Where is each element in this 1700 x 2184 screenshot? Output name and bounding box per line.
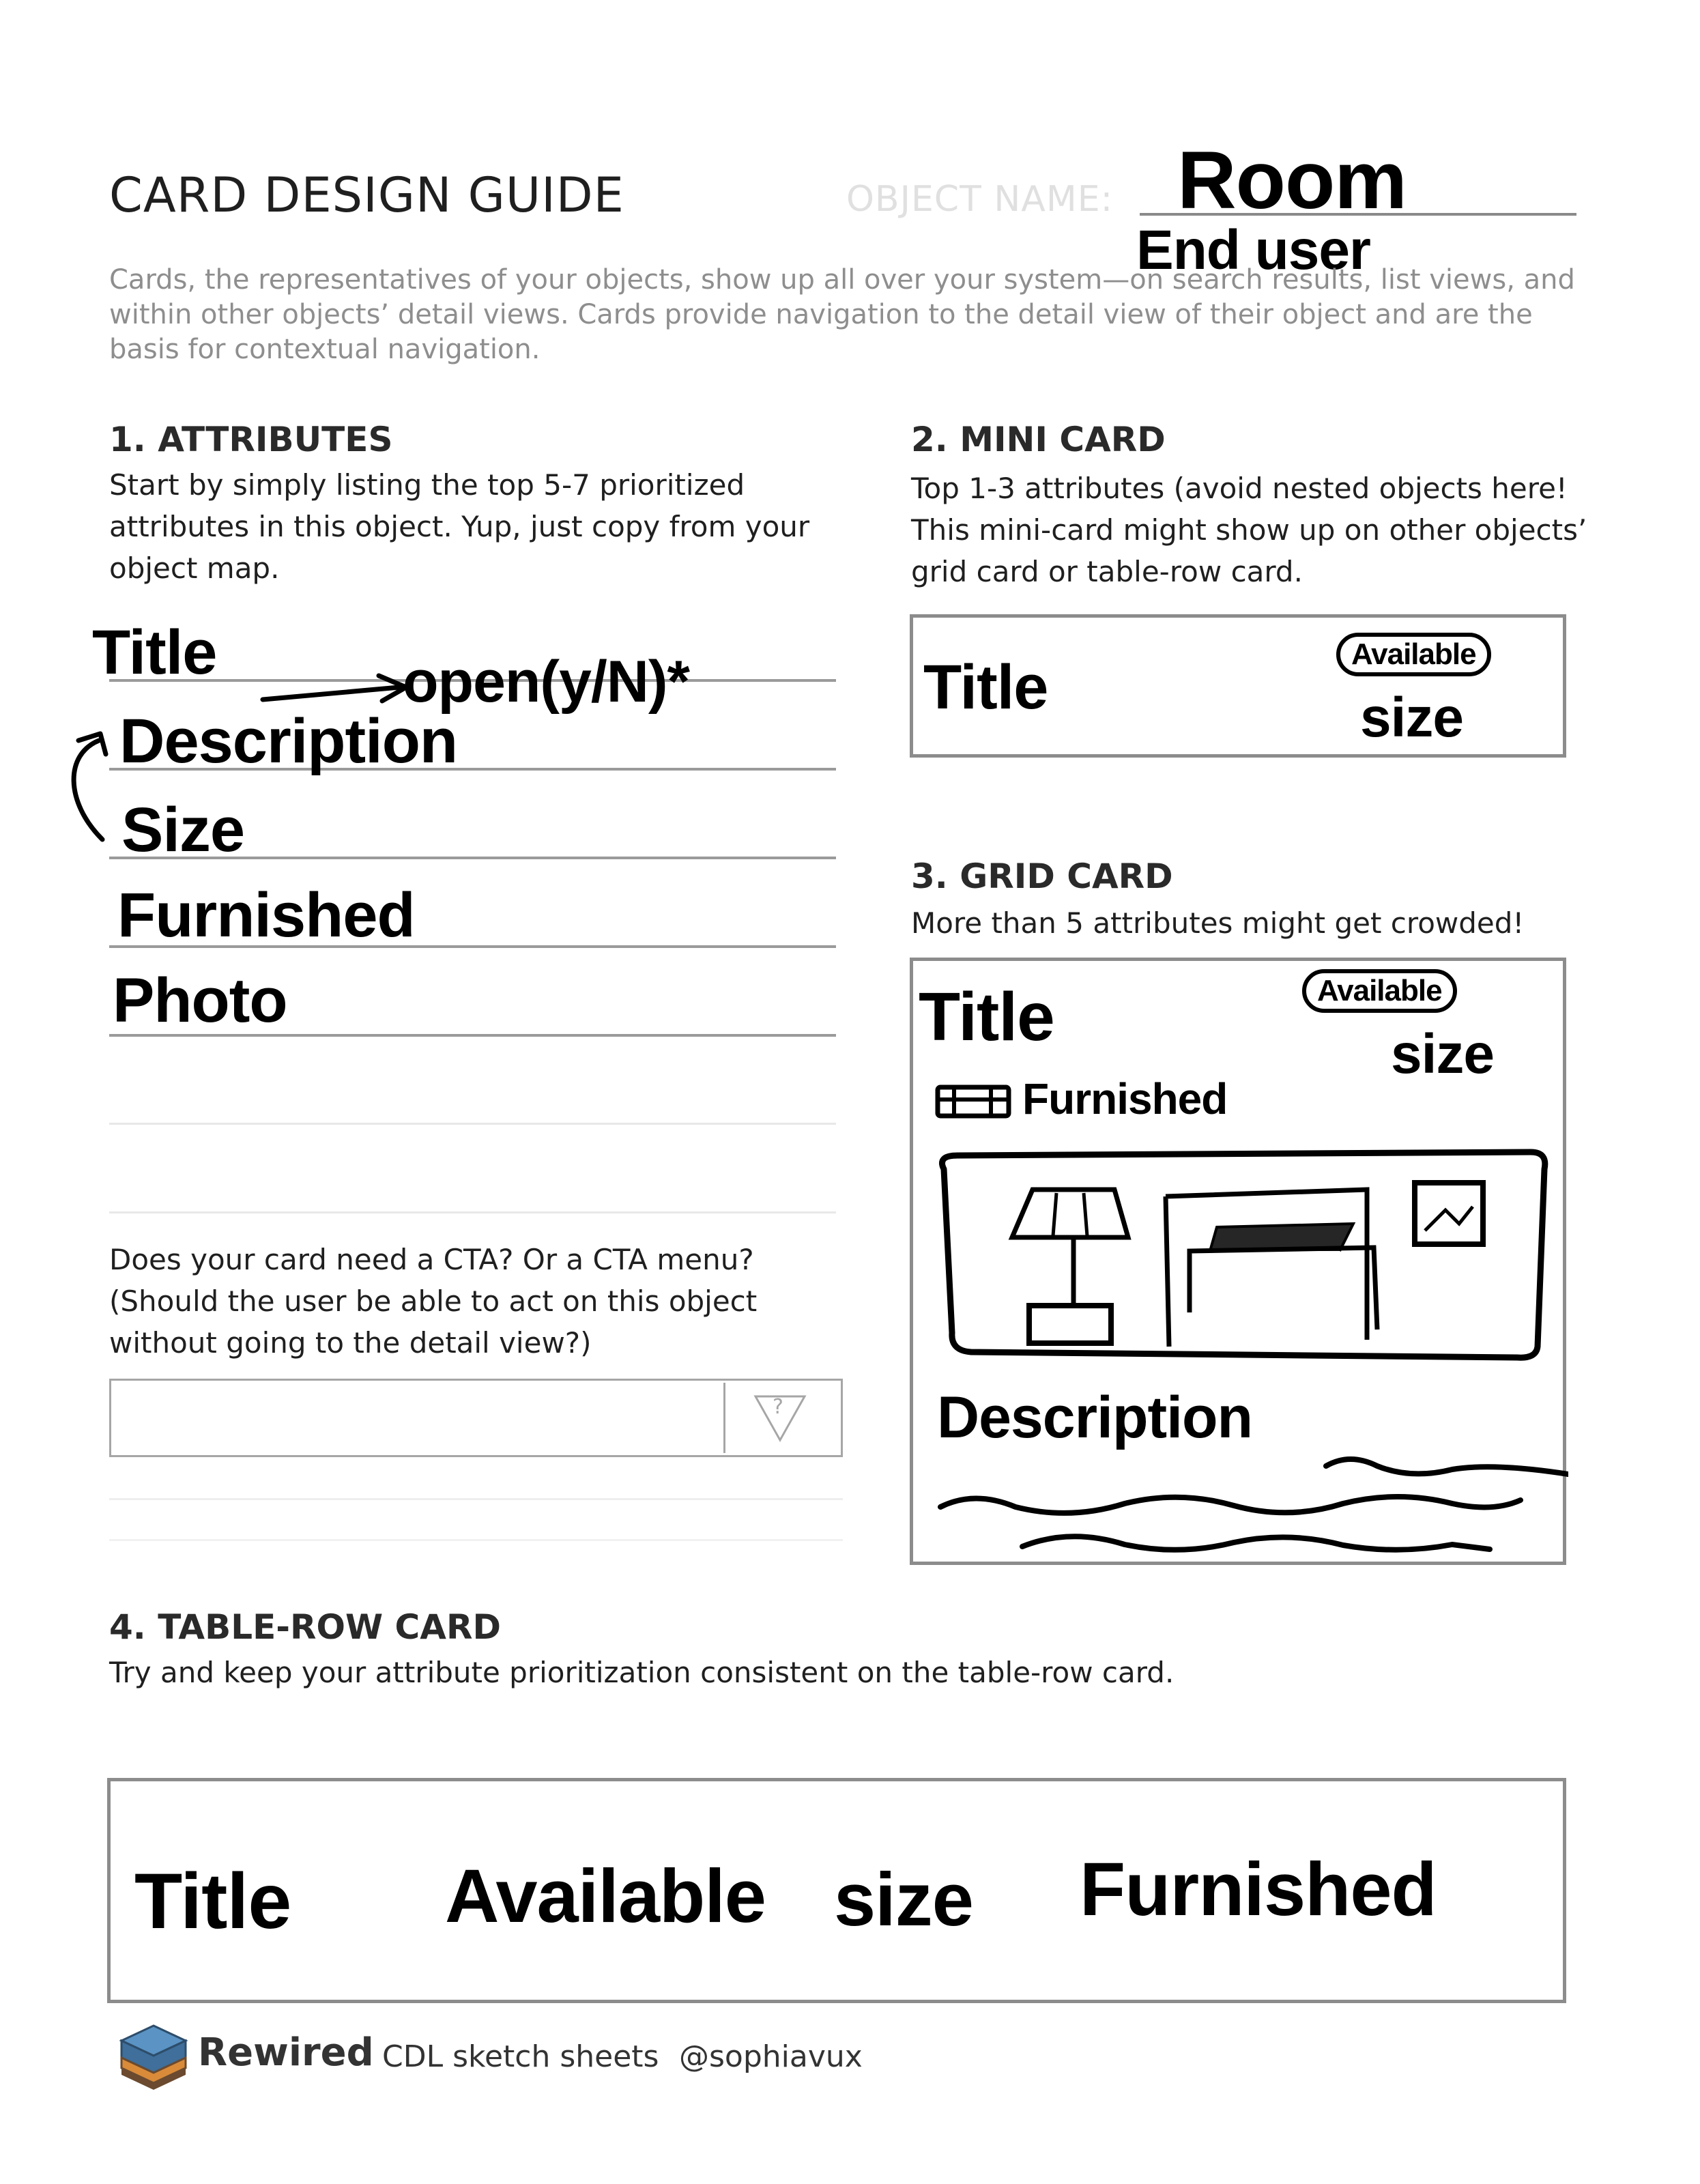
table-row-cell: size <box>834 1858 973 1942</box>
grid-card-title: Title <box>919 979 1054 1055</box>
cta-line <box>109 1498 843 1500</box>
rewired-logo-icon <box>116 2020 191 2095</box>
grid-card-description-label: Description <box>937 1385 1253 1450</box>
mini-card-size: size <box>1360 687 1463 749</box>
intro-text: Cards, the representatives of your objects, show up all over your system—on search results, list views, and within other objects’ detail views. Cards provide navigation to the detail view of their object and are the basis for contextual navigation. <box>109 264 1575 365</box>
attribute-line <box>109 1123 836 1125</box>
dropdown-glyph: ? <box>773 1395 783 1419</box>
object-name-value: Room <box>1177 134 1407 226</box>
object-name-note: End user <box>1136 219 1370 281</box>
table-row-heading: 4. TABLE-ROW CARD <box>109 1607 501 1647</box>
grid-card-furnished: Furnished <box>1022 1074 1228 1123</box>
table-row-cell: Available <box>445 1854 766 1938</box>
cta-line <box>109 1539 843 1541</box>
cta-dropdown[interactable] <box>109 1379 843 1457</box>
mini-card-description: Top 1-3 attributes (avoid nested objects here! This mini-card might show up on other objects’ grid card or table-row card. <box>911 472 1587 588</box>
attribute-item: Title <box>92 618 217 687</box>
mini-card-title: Title <box>923 652 1048 722</box>
room-sketch-icon <box>930 1142 1561 1367</box>
page-title: CARD DESIGN GUIDE <box>109 167 624 223</box>
attributes-heading: 1. ATTRIBUTES <box>109 420 393 459</box>
cta-dropdown-divider <box>723 1383 725 1453</box>
attributes-description: Start by simply listing the top 5-7 prioritized attributes in this object. Yup, just copy from your object map. <box>109 468 810 585</box>
footer-handle: @sophiavux <box>679 2039 863 2074</box>
grid-card-available-badge: Available <box>1302 969 1457 1013</box>
grid-card-size: size <box>1391 1023 1494 1085</box>
mini-card-heading: 2. MINI CARD <box>911 420 1166 459</box>
mini-card[interactable] <box>910 614 1566 758</box>
attribute-line <box>109 1211 836 1213</box>
grid-card-description: More than 5 attributes might get crowded! <box>911 906 1525 940</box>
cta-question: Does your card need a CTA? Or a CTA menu? (Should the user be able to act on this object without going to the detail view?) <box>109 1243 758 1360</box>
attribute-item: Photo <box>113 966 287 1035</box>
table-row-cell: Furnished <box>1080 1848 1437 1931</box>
object-name-label: OBJECT NAME: <box>846 179 1114 220</box>
attribute-item: Furnished <box>117 880 415 950</box>
grid-card[interactable] <box>910 958 1566 1565</box>
attribute-item: Size <box>121 795 245 865</box>
footer-brand: Rewired <box>198 2030 374 2075</box>
sofa-icon <box>934 1080 1015 1121</box>
mini-card-available-badge: Available <box>1336 633 1491 676</box>
grid-card-heading: 3. GRID CARD <box>911 857 1173 896</box>
table-row-cell: Title <box>134 1858 291 1945</box>
table-row-description: Try and keep your attribute prioritization consistent on the table-row card. <box>109 1656 1175 1689</box>
attribute-annotation: open(y/N)* <box>403 649 689 715</box>
footer-series: CDL sketch sheets <box>382 2039 659 2074</box>
table-row-card[interactable] <box>107 1778 1566 2003</box>
attribute-item: Description <box>119 706 458 776</box>
description-scribble <box>934 1425 1568 1562</box>
